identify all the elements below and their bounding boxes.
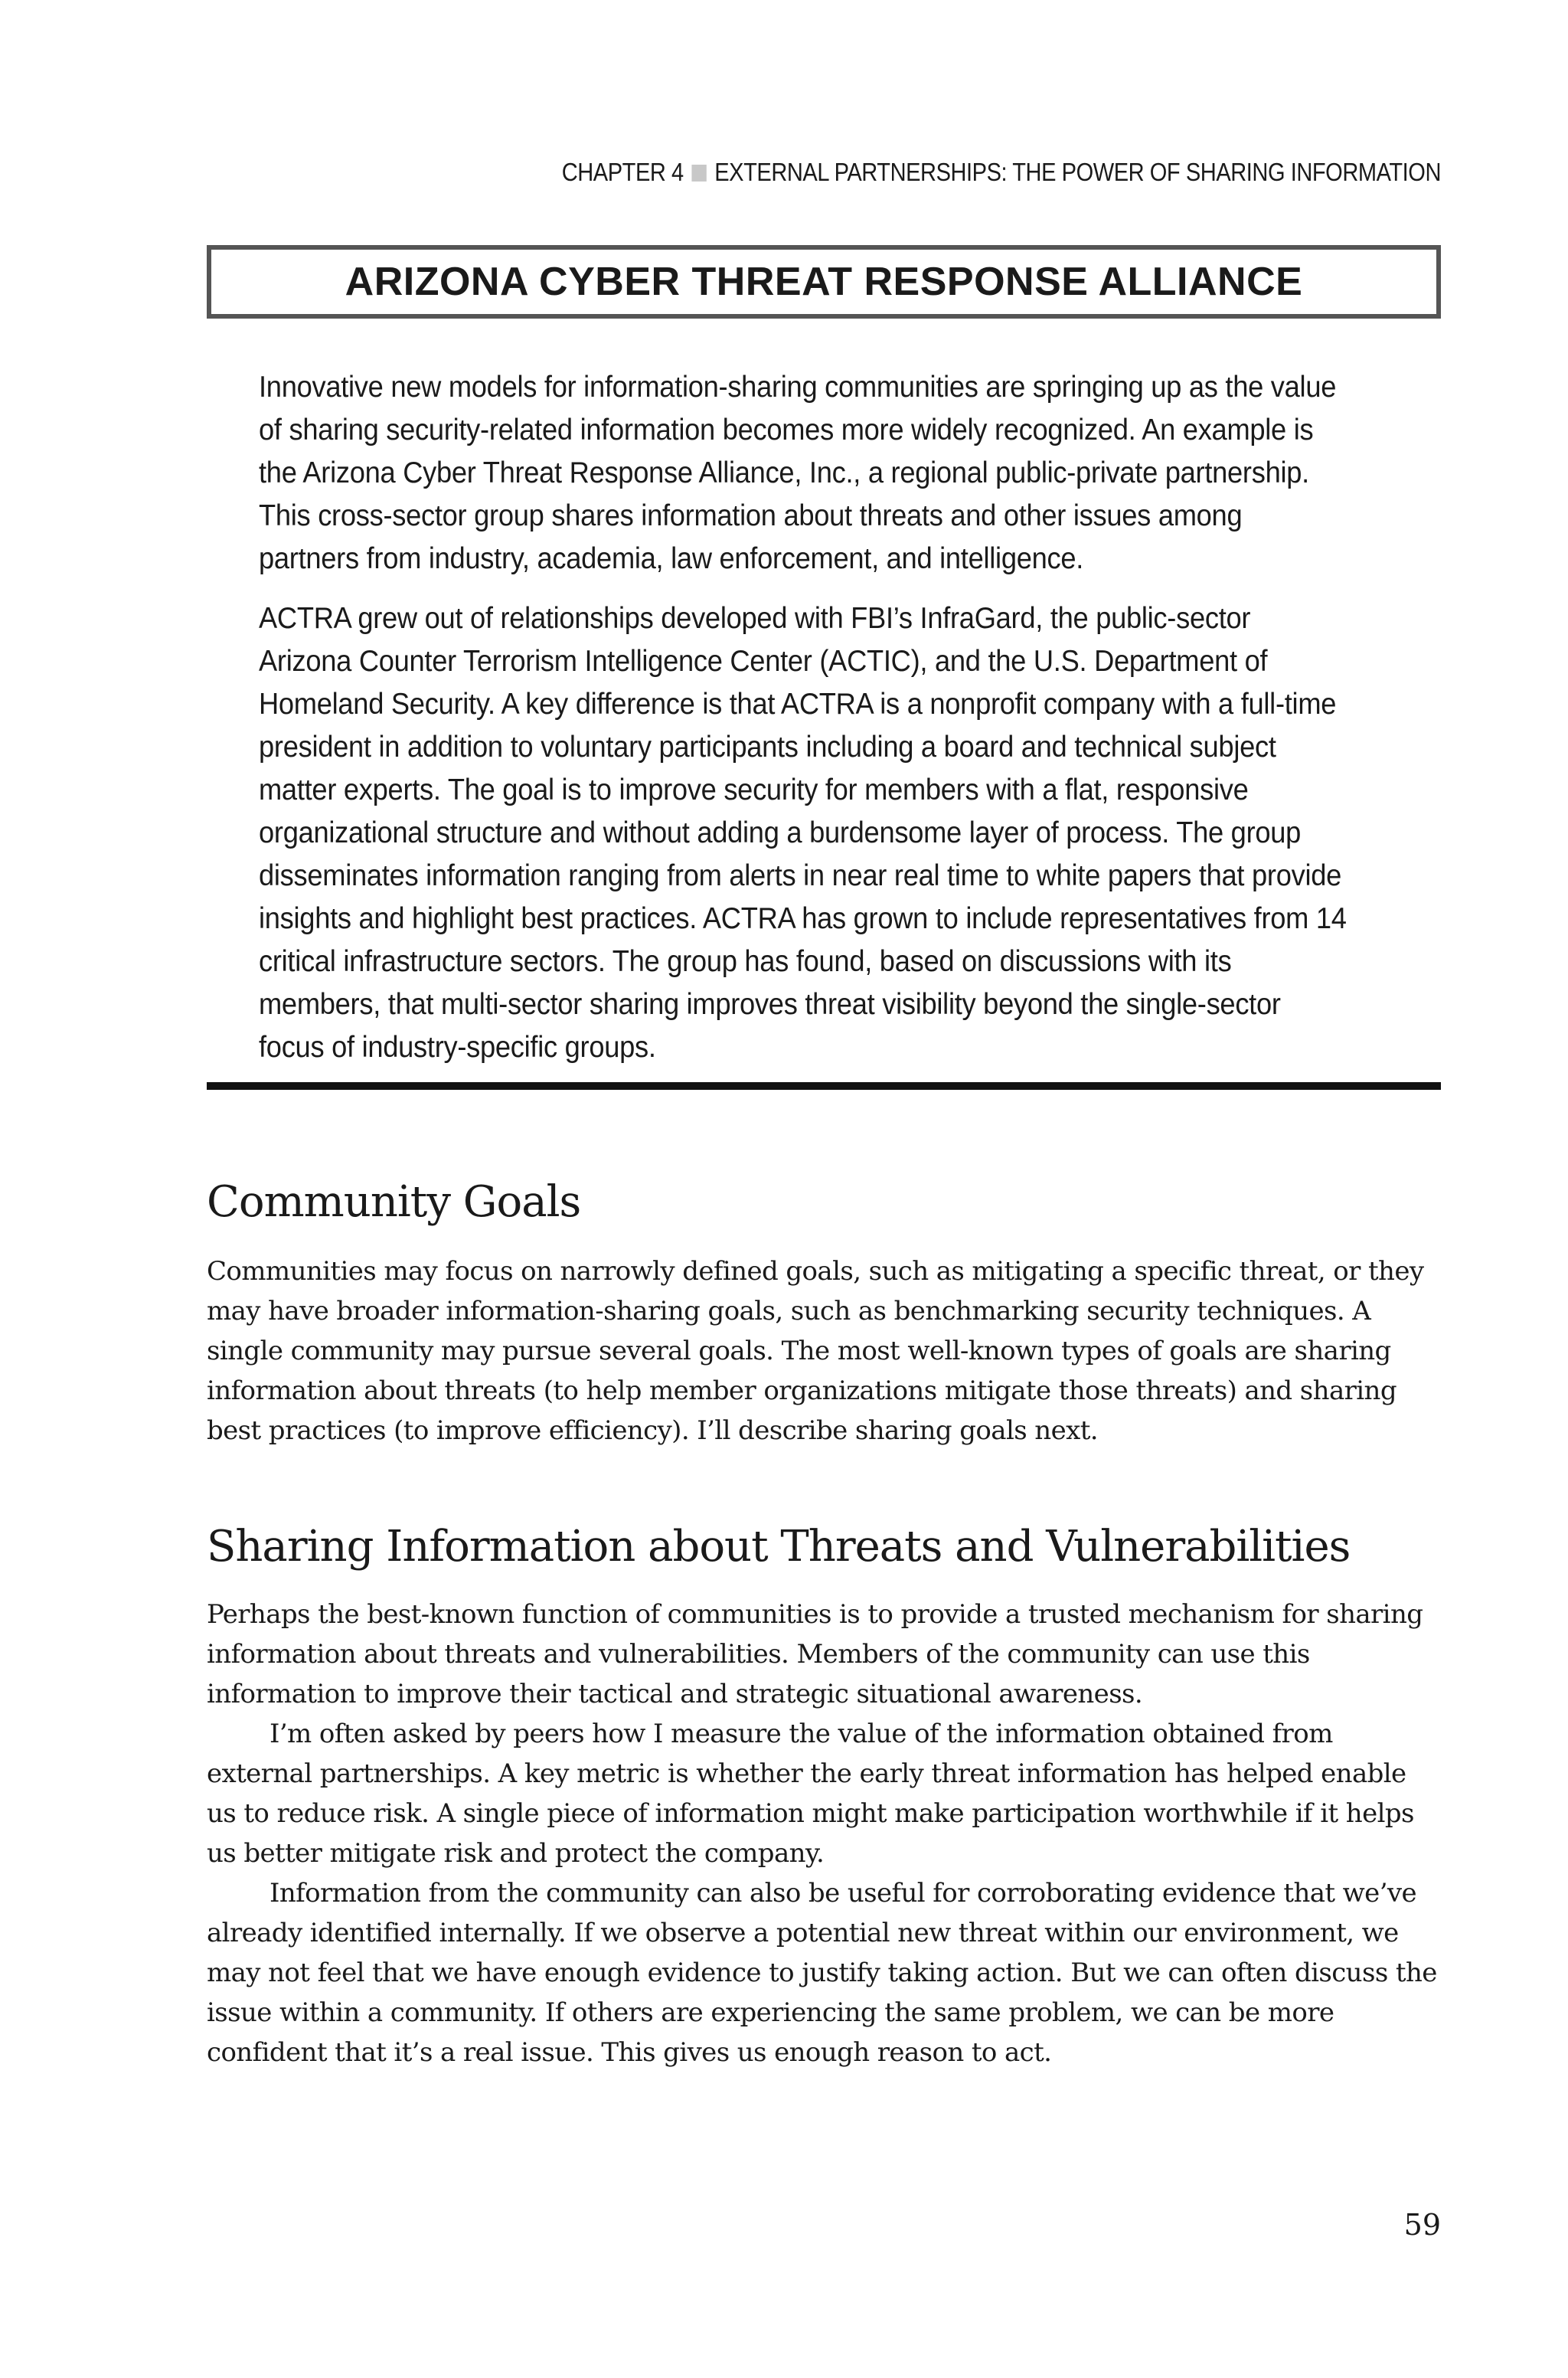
section-heading: Community Goals [207, 1177, 581, 1227]
section-heading: Sharing Information about Threats and Vulnerabilities [207, 1522, 1351, 1572]
body-paragraph: I’m often asked by peers how I measure the value of the information obtained from external partnerships. A key metric is whether the early threat information has helped enable us to reduce risk. A single piece of information might make participation worthwhile if it helps us better mitigate risk and protect the company. [207, 1719, 1414, 1869]
sidebar-paragraph: ACTRA grew out of relationships developed with FBI’s InfraGard, the public-sector Arizona Counter Terrorism Intelligence Center (ACTIC), and the U.S. Department of Homeland Security. A key difference is that ACTRA is a nonprofit company with a full-time president in addition to voluntary participants including a board and technical subject matter experts. The goal is to improve security for members with a flat, responsive organizational structure and without adding a burdensome layer of process. The group disseminates information ranging from alerts in near real time to white papers that provide insights and highlight best practices. ACTRA has grown to include representatives from 14 critical infrastructure sectors. The group has found, based on discussions with its members, that multi-sector sharing improves threat visibility beyond the single-sector focus of industry-specific groups. [259, 602, 1347, 1064]
body-paragraph: Communities may focus on narrowly defined goals, such as mitigating a specific threat, or they may have broader information-sharing goals, such as benchmarking security techniques. A single community may pursue several goals. The most well-known types of goals are sharing information about threats (to help member organizations mitigate those threats) and sharing best practices (to improve efficiency). I’ll describe sharing goals next. [207, 1256, 1424, 1446]
sidebar-bottom-rule [207, 1082, 1441, 1090]
body-paragraph: Perhaps the best-known function of communities is to provide a trusted mechanism for sharing information about threats and vulnerabilities. Members of the community can use this information to improve their tactical and strategic situational awareness. [207, 1599, 1423, 1709]
sidebar-body [259, 366, 1430, 1086]
body-paragraph: Information from the community can also be useful for corroborating evidence that we’ve already identified internally. If we observe a potential new threat within our environment, we may not feel that we have enough evidence to justify taking action. But we can often discuss the issue within a community. If others are experiencing the same problem, we can be more confident that it’s a real issue. This gives us enough reason to act. [207, 1878, 1437, 2068]
chapter-label: CHAPTER 4 [561, 158, 684, 186]
chapter-title: EXTERNAL PARTNERSHIPS: THE POWER OF SHARING INFORMATION [714, 158, 1441, 186]
section-body [207, 1251, 1441, 1451]
running-header [354, 153, 1441, 191]
page-number: 59 [1403, 2208, 1441, 2242]
header-separator [691, 165, 706, 182]
sidebar-paragraph: Innovative new models for information-sharing communities are springing up as the value of sharing security-related information becomes more widely recognized. An example is the Arizona Cyber Threat Response Alliance, Inc., a regional public-private partnership. This cross-sector group shares information about threats and other issues among partners from industry, academia, law enforcement, and intelligence. [259, 371, 1337, 575]
section-body [207, 1595, 1441, 2072]
sidebar-title: ARIZONA CYBER THREAT RESPONSE ALLIANCE [207, 245, 1441, 319]
